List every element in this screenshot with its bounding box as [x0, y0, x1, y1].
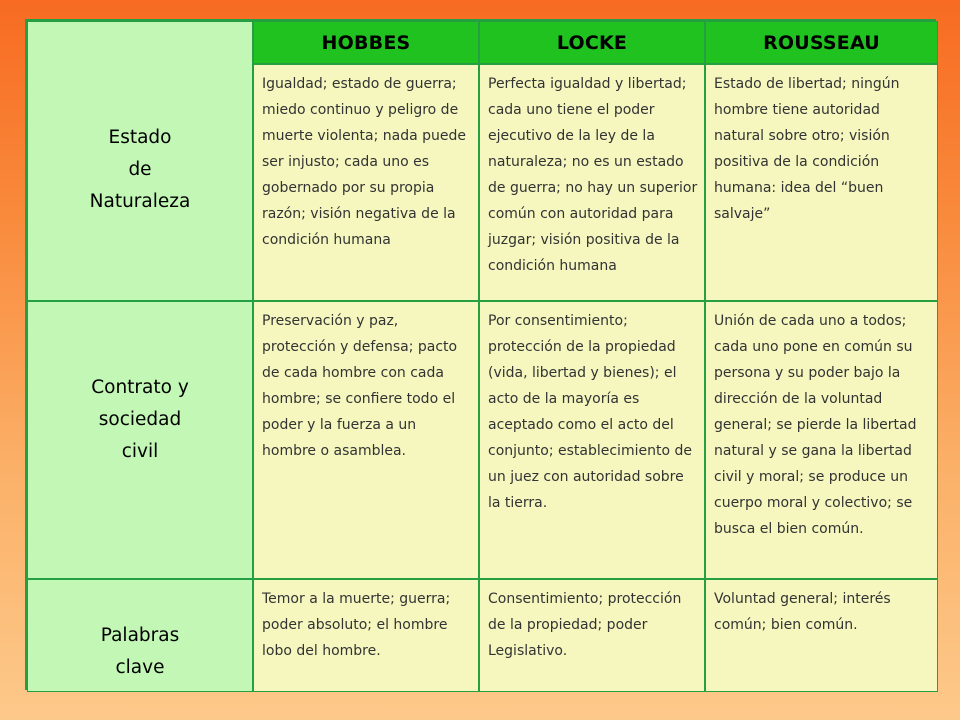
row-label-line: civil [121, 441, 159, 462]
header-hobbes: HOBBES [253, 21, 479, 64]
cell-hobbes-palabras: Temor a la muerte; guerra; poder absoluto; el hombre lobo del hombre. [253, 579, 479, 692]
cell-hobbes-estado: Igualdad; estado de guerra; miedo continuo y peligro de muerte violenta; nada puede ser injusto; cada uno es gobernado por su propia razón; visión negativa de la condición humana [253, 64, 479, 301]
row-label-contrato [27, 301, 253, 579]
cell-locke-estado: Perfecta igualdad y libertad; cada uno tiene el poder ejecutivo de la ley de la naturaleza; no es un estado de guerra; no hay un superior común con autoridad para juzgar; visión positiva de la condición humana [479, 64, 705, 301]
row-label-line: sociedad [98, 409, 182, 430]
cell-hobbes-contrato: Preservación y paz, protección y defensa; pacto de cada hombre con cada hombre; se confiere todo el poder y la fuerza a un hombre o asamblea. [253, 301, 479, 579]
row-label-palabras-clave [27, 579, 253, 692]
row-label-estado-naturaleza [27, 21, 253, 301]
row-label-line: Estado [108, 127, 172, 148]
cell-rousseau-contrato: Unión de cada uno a todos; cada uno pone en común su persona y su poder bajo la dirección de la voluntad general; se pierde la libertad natural y se gana la libertad civil y moral; se produce un cuerpo moral y colectivo; se busca el bien común. [705, 301, 938, 579]
cell-locke-contrato: Por consentimiento; protección de la propiedad (vida, libertad y bienes); el acto de la mayoría es aceptado como el acto del conjunto; establecimiento de un juez con autoridad sobre la tierra. [479, 301, 705, 579]
row-label-line: Naturaleza [89, 191, 191, 212]
cell-locke-palabras: Consentimiento; protección de la propiedad; poder Legislativo. [479, 579, 705, 692]
header-locke: LOCKE [479, 21, 705, 64]
cell-rousseau-palabras: Voluntad general; interés común; bien común. [705, 579, 938, 692]
comparison-table [25, 19, 936, 690]
row-label-line: de [128, 159, 152, 180]
cell-rousseau-estado: Estado de libertad; ningún hombre tiene autoridad natural sobre otro; visión positiva de la condición humana: idea del “buen salvaje” [705, 64, 938, 301]
header-rousseau: ROUSSEAU [705, 21, 938, 64]
row-label-line: Palabras [100, 625, 180, 646]
row-label-line: clave [115, 657, 165, 678]
row-label-line: Contrato y [91, 377, 189, 398]
